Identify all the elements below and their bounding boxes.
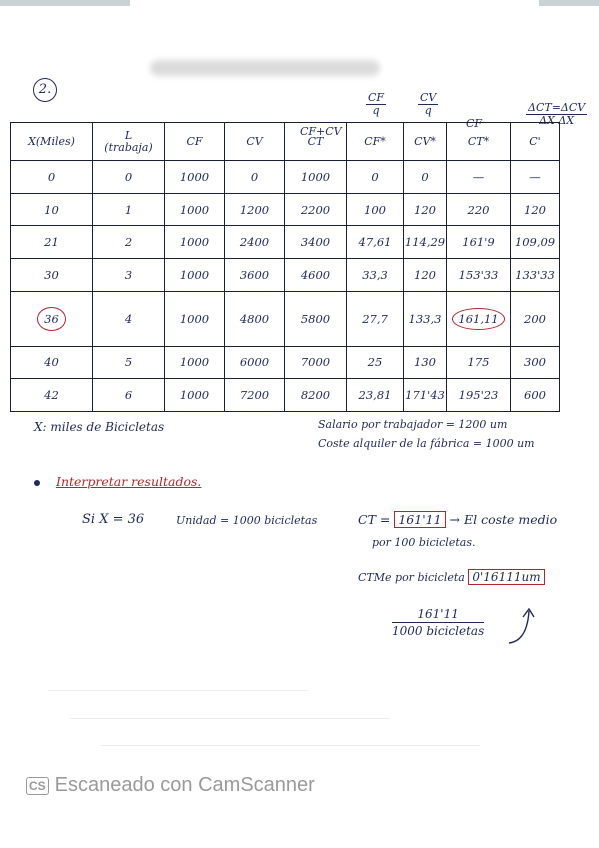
blurred-header (150, 60, 380, 76)
cell: 1000 (165, 161, 225, 194)
col-header-cf-avg: CF* (347, 123, 404, 161)
formula-cf-over-q: $\frac{CF}{q}$ (368, 91, 385, 117)
cell: 161'9 (447, 226, 511, 259)
cell: 23,81 (347, 379, 404, 412)
formula-cf-label: CF (466, 117, 483, 130)
note-salary: Salario por trabajador = 1200 um (318, 418, 508, 431)
cell: 171'43 (404, 379, 447, 412)
table-row (11, 346, 560, 379)
cell: 0 (225, 161, 285, 194)
fraction-ct-per-bike: 161'11 1000 bicicletas (392, 607, 485, 638)
cell: 220 (447, 193, 511, 226)
col-header-x: X(Miles) (11, 123, 93, 161)
table-row-highlighted (11, 291, 560, 346)
if-x-value: Si X = 36 (82, 512, 145, 527)
cell: 21 (11, 226, 93, 259)
table-row (11, 161, 560, 194)
cell: 133,3 (404, 291, 447, 346)
cell: 42 (11, 379, 93, 412)
cell: 0 (11, 161, 93, 194)
bullet-dot (34, 480, 40, 486)
camscanner-logo-icon: CS (26, 777, 49, 795)
cell: 5 (93, 346, 165, 379)
cell: 1 (93, 193, 165, 226)
col-header-ct-avg: CT* (447, 123, 511, 161)
ctme-line: CTMe por bicicleta 0'16111um (358, 570, 545, 584)
col-header-cf: CF (165, 123, 225, 161)
cell: 100 (347, 193, 404, 226)
unit-definition: Unidad = 1000 bicicletas (176, 514, 318, 527)
cell: 1000 (165, 259, 225, 292)
cell: 25 (347, 346, 404, 379)
col-header-marginal: C' (511, 123, 560, 161)
bleed-through-line (100, 745, 480, 746)
cell: 1000 (165, 193, 225, 226)
note-rent: Coste alquiler de la fábrica = 1000 um (318, 437, 535, 450)
table-row (11, 259, 560, 292)
exercise-number: 2. (33, 78, 57, 102)
cell: 7000 (285, 346, 347, 379)
scan-edge-left (0, 0, 130, 6)
col-header-l: L (trabaja) (93, 123, 165, 161)
cell: 120 (404, 193, 447, 226)
cell: 600 (511, 379, 560, 412)
cell: 1000 (165, 346, 225, 379)
cell: 120 (511, 193, 560, 226)
ct-result: CT = 161'11 → El coste medio (358, 512, 558, 527)
cell: 0 (93, 161, 165, 194)
cell: 195'23 (447, 379, 511, 412)
cell: 5800 (285, 291, 347, 346)
cell: 1000 (165, 291, 225, 346)
col-header-cv-avg: CV* (404, 123, 447, 161)
cell-circled-ct-avg: 161,11 (447, 291, 511, 346)
cell: 130 (404, 346, 447, 379)
cell: 7200 (225, 379, 285, 412)
col-header-cv: CV (225, 123, 285, 161)
cell: 40 (11, 346, 93, 379)
cell: 2400 (225, 226, 285, 259)
formula-cv-over-q: $\frac{CV}{q}$ (420, 91, 437, 117)
table-row (11, 379, 560, 412)
cell: 27,7 (347, 291, 404, 346)
cell: 109,09 (511, 226, 560, 259)
cell: 8200 (285, 379, 347, 412)
cell: 3400 (285, 226, 347, 259)
cell: 33,3 (347, 259, 404, 292)
curved-arrow-icon (505, 605, 545, 649)
cell: 4 (93, 291, 165, 346)
cell: 6000 (225, 346, 285, 379)
cell: 3 (93, 259, 165, 292)
cell: 0 (347, 161, 404, 194)
cell: 6 (93, 379, 165, 412)
cell: 2 (93, 226, 165, 259)
cost-table (10, 122, 560, 412)
cell: 3600 (225, 259, 285, 292)
cell: 47,61 (347, 226, 404, 259)
cell: 2200 (285, 193, 347, 226)
cell: 133'33 (511, 259, 560, 292)
cell: 1000 (165, 379, 225, 412)
camscanner-watermark (26, 774, 315, 797)
cell: — (447, 161, 511, 194)
formula-marginal: ΔCT=ΔCV ΔX ΔX (528, 101, 586, 127)
table-row (11, 193, 560, 226)
cell: 120 (404, 259, 447, 292)
cell: 0 (404, 161, 447, 194)
cell: 30 (11, 259, 93, 292)
cell: 1000 (165, 226, 225, 259)
ctme-boxed-value: 0'16111um (468, 569, 544, 585)
cell: 200 (511, 291, 560, 346)
watermark-text: Escaneado con CamScanner (54, 774, 315, 796)
table-header-row (11, 123, 560, 161)
bleed-through-line (48, 690, 308, 691)
cell: 1200 (225, 193, 285, 226)
formula-cf-plus-cv: CF+CV (300, 125, 342, 138)
cell: 4600 (285, 259, 347, 292)
scan-edge-right (539, 0, 599, 6)
cell: 114,29 (404, 226, 447, 259)
bleed-through-line (70, 718, 390, 719)
cell: 300 (511, 346, 560, 379)
ct-per-100: por 100 bicicletas. (372, 536, 476, 549)
col-header-ct: CT (285, 123, 347, 161)
cell: 10 (11, 193, 93, 226)
cell: 153'33 (447, 259, 511, 292)
legend-x: X: miles de Bicicletas (34, 420, 165, 434)
ct-boxed-value: 161'11 (394, 511, 445, 528)
cell: — (511, 161, 560, 194)
cell: 4800 (225, 291, 285, 346)
table-row (11, 226, 560, 259)
cell: 1000 (285, 161, 347, 194)
section-heading: Interpretar resultados. (56, 474, 202, 489)
cell-circled-x: 36 (11, 291, 93, 346)
cell: 175 (447, 346, 511, 379)
